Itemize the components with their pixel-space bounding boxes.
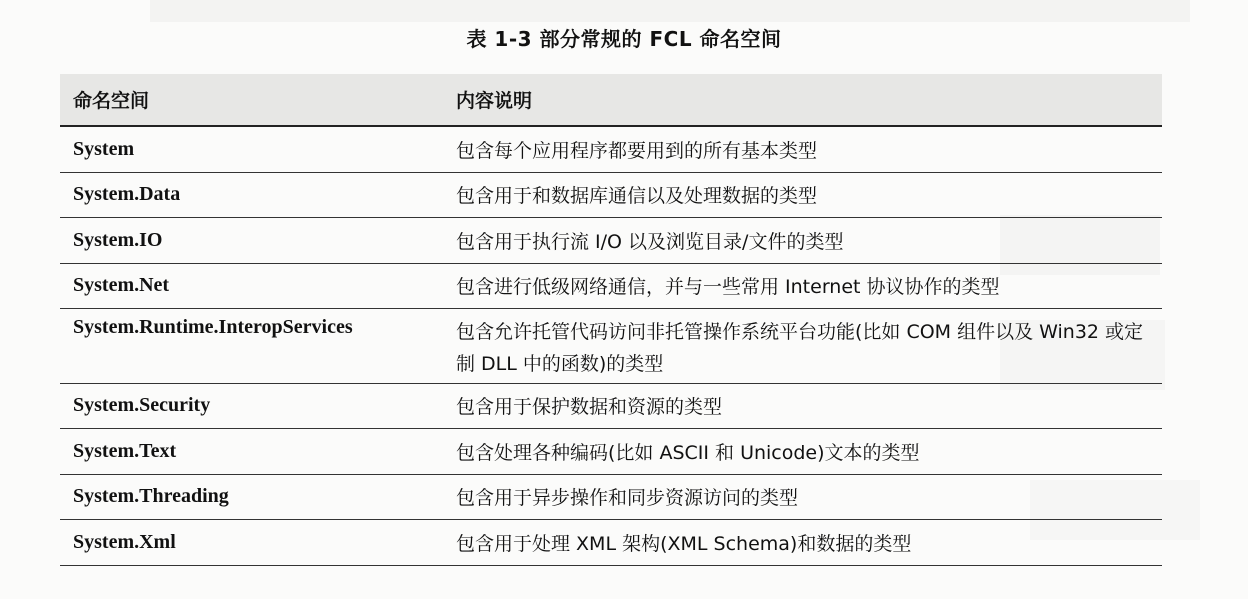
bleed-through-block (150, 0, 1190, 22)
description-cell: 包含处理各种编码(比如 ASCII 和 Unicode)文本的类型 (456, 441, 920, 464)
description-cell: 包含用于处理 XML 架构(XML Schema)和数据的类型 (456, 532, 912, 555)
description-cell: 包含用于保护数据和资源的类型 (456, 396, 723, 419)
namespace-cell: System.Threading (73, 485, 229, 508)
namespace-cell: System.Net (73, 274, 170, 297)
namespace-cell: System.Data (73, 183, 181, 206)
table-row (60, 429, 1162, 475)
description-cell: 包含进行低级网络通信，并与一些常用 Internet 协议协作的类型 (456, 276, 1000, 299)
table-row (60, 264, 1162, 310)
description-cell: 包含用于执行流 I/O 以及浏览目录/文件的类型 (456, 230, 844, 253)
table-row (60, 173, 1162, 219)
table-row (60, 127, 1162, 173)
description-cell: 包含允许托管代码访问非托管操作系统平台功能(比如 COM 组件以及 Win32 或定制 DLL 中的函数)的类型 (456, 321, 1144, 375)
namespace-cell: System (73, 137, 135, 160)
header-description: 内容说明 (456, 90, 533, 112)
table-header (60, 74, 1162, 127)
table-row (60, 384, 1162, 430)
description-cell: 包含用于和数据库通信以及处理数据的类型 (456, 185, 818, 208)
description-cell: 包含每个应用程序都要用到的所有基本类型 (456, 139, 818, 162)
table-caption: 表 1-3 部分常规的 FCL 命名空间 (466, 27, 782, 51)
namespace-cell: System.IO (73, 228, 163, 251)
header-namespace: 命名空间 (73, 90, 150, 112)
description-cell: 包含用于异步操作和同步资源访问的类型 (456, 487, 799, 510)
table-row (60, 309, 1162, 384)
table-row (60, 475, 1162, 521)
namespace-cell: System.Text (73, 439, 177, 462)
table-row (60, 520, 1162, 566)
table-row (60, 218, 1162, 264)
namespace-cell: System.Security (73, 394, 211, 417)
namespace-cell: System.Xml (73, 530, 176, 553)
namespace-cell: System.Runtime.InteropServices (73, 316, 353, 338)
namespace-table (60, 74, 1162, 566)
